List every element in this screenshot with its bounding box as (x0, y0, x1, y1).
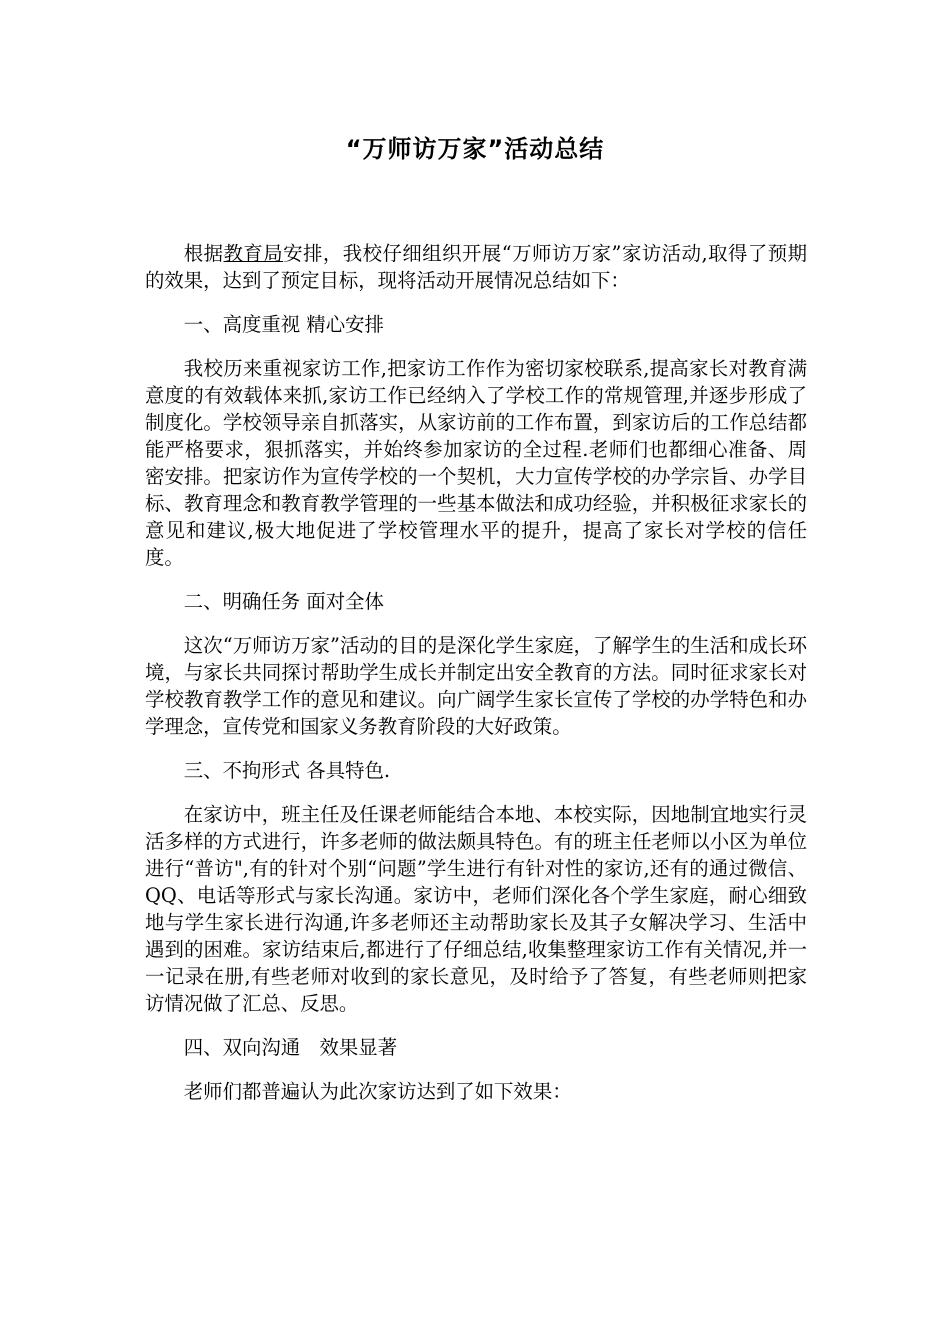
document-title: “万师访万家”活动总结 (345, 135, 605, 163)
section-4-paragraph: 老师们都普遍认为此次家访达到了如下效果： (183, 1080, 572, 1103)
intro-paragraph (145, 240, 807, 294)
section-1-heading: 一、高度重视 精心安排 (183, 313, 384, 336)
section-3-paragraph: 在家访中，班主任及任课老师能结合本地、本校实际，因地制宜地实行灵活多样的方式进行，许多老师的做法颇具特色。有的班主任老师以小区为单位进行“普访",有的针对个别“问题”学生进行有针对性的家访,还有的通过微信、QQ、电话等形式与家长沟通。家访中，老师们深化各个学生家庭，耐心细致地与学生家长进行沟通,许多老师还主动帮助家长及其子女解决学习、生活中遇到的困难。家访结束后,都进行了仔细总结,收集整理家访工作有关情况,并一一记录在册,有些老师对收到的家长意见，及时给予了答复，有些老师则把家访情况做了汇总、反思。 (145, 803, 807, 1015)
section-3-heading: 三、不拘形式 各具特色. (183, 759, 391, 782)
section-2-heading: 二、明确任务 面对全体 (183, 590, 384, 613)
bureau-link[interactable]: 教育局 (223, 242, 284, 265)
section-1-paragraph: 我校历来重视家访工作,把家访工作作为密切家校联系,提高家长对教育满意度的有效载体来抓,家访工作已经纳入了学校工作的常规管理,并逐步形成了制度化。学校领导亲自抓落实，从家访前的工作布置，到家访后的工作总结都能严格要求，狠抓落实，并始终参加家访的全过程.老师们也都细心准备、周密安排。把家访作为宣传学校的一个契机，大力宣传学校的办学宗旨、办学目标、教育理念和教育教学管理的一些基本做法和成功经验，并积极征求家长的意见和建议,极大地促进了学校管理水平的提升，提高了家长对学校的信任度。 (145, 357, 807, 569)
document-body (145, 240, 807, 1122)
intro-text-start: 根据 (183, 242, 224, 265)
section-2-paragraph: 这次“万师访万家”活动的目的是深化学生家庭，了解学生的生活和成长环境，与家长共同探讨帮助学生成长并制定出安全教育的方法。同时征求家长对学校教育教学工作的意见和建议。向广阔学生家长宣传了学校的办学特色和办学理念，宣传党和国家义务教育阶段的大好政策。 (145, 634, 807, 738)
intro-text-end: 安排，我校仔细组织开展“万师访万家”家访活动,取得了预期的效果，达到了预定目标，现将活动开展情况总结如下： (145, 242, 807, 292)
section-4-heading: 四、双向沟通 效果显著 (183, 1036, 398, 1059)
